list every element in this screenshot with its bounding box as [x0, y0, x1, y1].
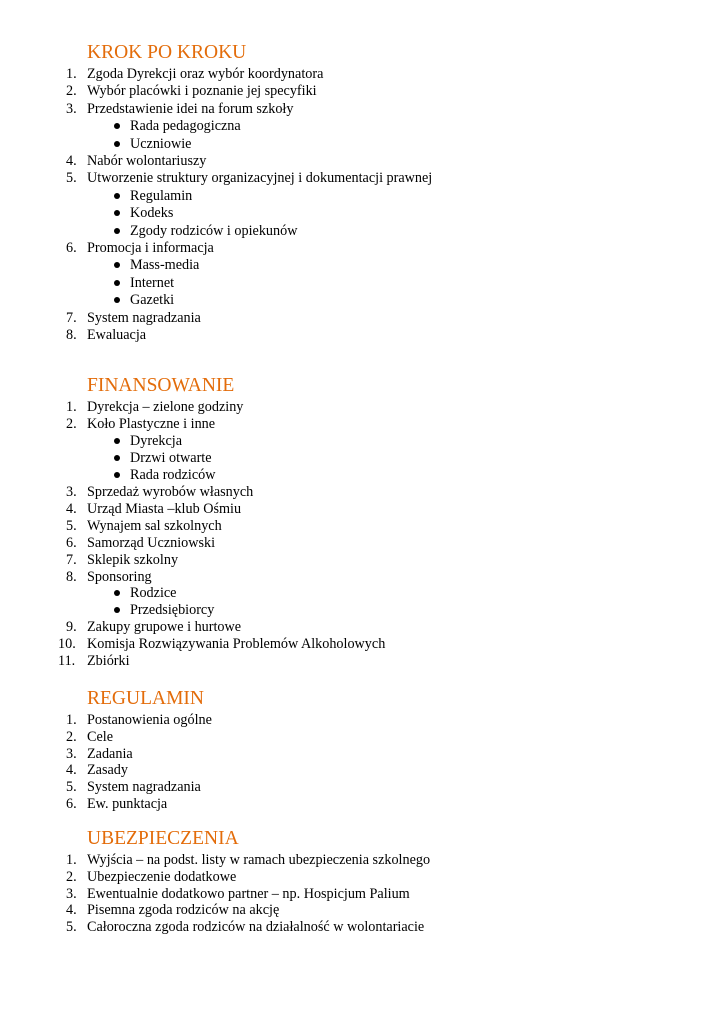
item-number: 6. — [66, 796, 77, 812]
item-text: Cele — [87, 729, 113, 745]
item-number: 1. — [66, 712, 77, 728]
sub-item-text: Dyrekcja — [130, 433, 182, 449]
item-number: 8. — [66, 327, 77, 343]
sub-item-text: Rodzice — [130, 585, 177, 601]
item-number: 3. — [66, 101, 77, 117]
item-number: 4. — [66, 501, 77, 517]
sub-item-text: Regulamin — [130, 188, 193, 204]
sub-item-text: Zgody rodziców i opiekunów — [130, 223, 298, 239]
bullet-icon — [114, 228, 120, 234]
bullet-icon — [114, 438, 120, 444]
item-text: Zbiórki — [87, 653, 130, 669]
bullet-icon — [114, 141, 120, 147]
item-text: Wyjścia – na podst. listy w ramach ubezpieczenia szkolnego — [87, 852, 431, 868]
item-number: 3. — [66, 746, 77, 762]
bullet-icon — [114, 123, 120, 129]
item-number: 3. — [66, 484, 77, 500]
item-text: Urząd Miasta –klub Ośmiu — [87, 501, 242, 517]
item-text: Ewentualnie dodatkowo partner – np. Hospicjum Palium — [87, 886, 410, 902]
item-number: 8. — [66, 569, 77, 585]
item-number: 4. — [66, 902, 77, 918]
item-text: System nagradzania — [87, 779, 201, 795]
item-text: Zgoda Dyrekcji oraz wybór koordynatora — [87, 66, 324, 82]
item-number: 5. — [66, 779, 77, 795]
sub-item-text: Przedsiębiorcy — [130, 602, 215, 618]
bullet-icon — [114, 210, 120, 216]
item-text: Ubezpieczenie dodatkowe — [87, 869, 237, 885]
item-number: 6. — [66, 240, 77, 256]
item-number: 6. — [66, 535, 77, 551]
item-text: Zakupy grupowe i hurtowe — [87, 619, 242, 635]
item-text: Całoroczna zgoda rodziców na działalność w wolontariacie — [87, 919, 425, 935]
item-text: Koło Plastyczne i inne — [87, 416, 216, 432]
item-text: Samorząd Uczniowski — [87, 535, 216, 551]
item-text: Wynajem sal szkolnych — [87, 518, 222, 534]
sub-item-text: Uczniowie — [130, 136, 192, 152]
item-number: 7. — [66, 552, 77, 568]
section-heading: FINANSOWANIE — [87, 375, 235, 396]
item-text: Przedstawienie idei na forum szkoły — [87, 101, 294, 117]
section-heading: UBEZPIECZENIA — [87, 828, 239, 849]
item-text: Sklepik szkolny — [87, 552, 179, 568]
sub-item-text: Internet — [130, 275, 175, 291]
bullet-icon — [114, 455, 120, 461]
item-number: 11. — [58, 653, 76, 669]
item-text: Promocja i informacja — [87, 240, 214, 256]
item-text: Komisja Rozwiązywania Problemów Alkoholowych — [87, 636, 386, 652]
item-number: 2. — [66, 869, 77, 885]
item-number: 4. — [66, 762, 77, 778]
item-number: 4. — [66, 153, 77, 169]
sub-item-text: Kodeks — [130, 205, 174, 221]
bullet-icon — [114, 193, 120, 199]
bullet-icon — [114, 607, 120, 613]
bullet-icon — [114, 297, 120, 303]
item-number: 10. — [58, 636, 76, 652]
bullet-icon — [114, 280, 120, 286]
bullet-icon — [114, 472, 120, 478]
sub-item-text: Mass-media — [130, 257, 200, 273]
bullet-icon — [114, 262, 120, 268]
item-number: 2. — [66, 83, 77, 99]
section-heading: KROK PO KROKU — [87, 42, 247, 63]
item-number: 5. — [66, 170, 77, 186]
item-text: Nabór wolontariuszy — [87, 153, 207, 169]
item-text: Sprzedaż wyrobów własnych — [87, 484, 254, 500]
item-text: Ew. punktacja — [87, 796, 168, 812]
item-number: 7. — [66, 310, 77, 326]
section-heading: REGULAMIN — [87, 688, 204, 709]
item-text: Zadania — [87, 746, 133, 762]
item-number: 1. — [66, 852, 77, 868]
sub-item-text: Rada rodziców — [130, 467, 216, 483]
item-text: Sponsoring — [87, 569, 152, 585]
sub-item-text: Gazetki — [130, 292, 175, 308]
item-number: 1. — [66, 399, 77, 415]
item-number: 9. — [66, 619, 77, 635]
item-number: 2. — [66, 416, 77, 432]
item-number: 1. — [66, 66, 77, 82]
bullet-icon — [114, 590, 120, 596]
item-text: System nagradzania — [87, 310, 201, 326]
item-text: Dyrekcja – zielone godziny — [87, 399, 244, 415]
item-text: Postanowienia ogólne — [87, 712, 212, 728]
item-number: 2. — [66, 729, 77, 745]
item-text: Pisemna zgoda rodziców na akcję — [87, 902, 280, 918]
item-number: 5. — [66, 919, 77, 935]
sub-item-text: Rada pedagogiczna — [130, 118, 241, 134]
item-number: 5. — [66, 518, 77, 534]
item-text: Zasady — [87, 762, 128, 778]
item-text: Ewaluacja — [87, 327, 147, 343]
item-number: 3. — [66, 886, 77, 902]
sub-item-text: Drzwi otwarte — [130, 450, 212, 466]
item-text: Wybór placówki i poznanie jej specyfiki — [87, 83, 317, 99]
item-text: Utworzenie struktury organizacyjnej i dokumentacji prawnej — [87, 170, 433, 186]
